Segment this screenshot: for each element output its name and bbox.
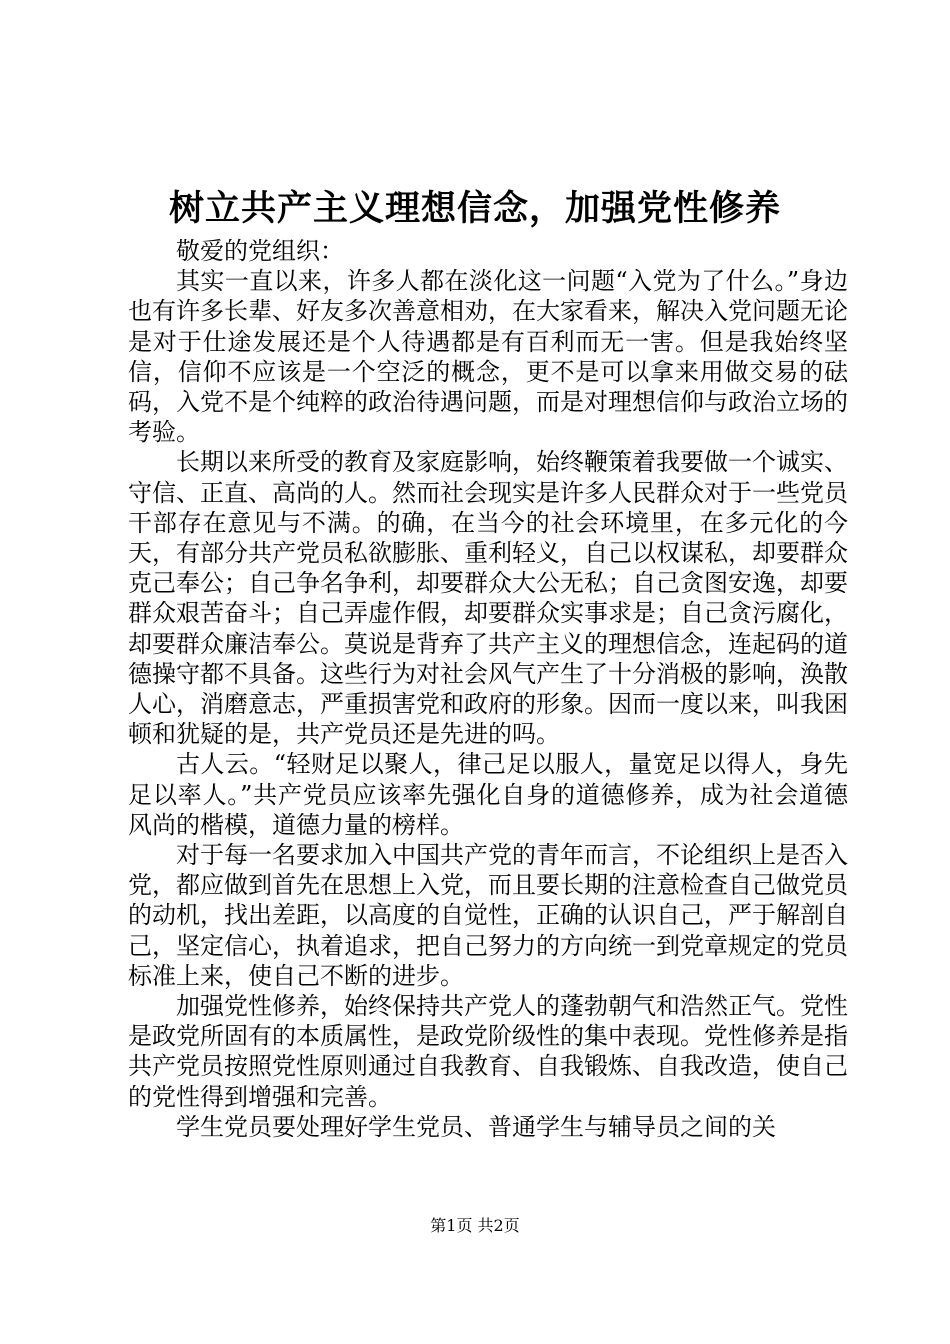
page-number-footer: 第1页 共2页 — [430, 1216, 520, 1235]
paragraph: 加强党性修养，始终保持共产党人的蓬勃朝气和浩然正气。党性是政党所固有的本质属性，是政党阶级性的集中表现。党性修养是指共产党员按照党性原则通过自我教育、自我锻炼、自我改造，使自己的党性得到增强和完善。 — [128, 992, 848, 1111]
paragraph: 对于每一名要求加入中国共产党的青年而言，不论组织上是否入党，都应做到首先在思想上入党，而且要长期的注意检查自己做党员的动机，找出差距，以高度的自觉性，正确的认识自己，严于解剖自己，坚定信心，执着追求，把自己努力的方向统一到党章规定的党员标准上来，使自己不断的进步。 — [128, 841, 848, 990]
document-title: 树立共产主义理想信念，加强党性修养 — [168, 188, 781, 229]
salutation: 敬爱的党组织： — [176, 237, 344, 265]
paragraph: 古人云。“轻财足以聚人，律己足以服人，量宽足以得人，身先足以率人。”共产党员应该率先强化自身的道德修养，成为社会道德风尚的楷模，道德力量的榜样。 — [128, 750, 848, 839]
paragraph: 学生党员要处理好学生党员、普通学生与辅导员之间的关 — [176, 1112, 776, 1141]
paragraph: 长期以来所受的教育及家庭影响，始终鞭策着我要做一个诚实、守信、正直、高尚的人。然而社会现实是许多人民群众对于一些党员干部存在意见与不满。的确，在当今的社会环境里，在多元化的今天，有部分共产党员私欲膨胀、重利轻义，自己以权谋私，却要群众克己奉公；自己争名争利，却要群众大公无私；自己贪图安逸，却要群众艰苦奋斗；自己弄虚作假，却要群众实事求是；自己贪污腐化，却要群众廉洁奉公。莫说是背弃了共产主义的理想信念，连起码的道德操守都不具备。这些行为对社会风气产生了十分消极的影响，涣散人心，消磨意志，严重损害党和政府的形象。因而一度以来，叫我困顿和犹疑的是，共产党员还是先进的吗。 — [128, 448, 848, 749]
document-body — [128, 236, 848, 1142]
paragraph: 其实一直以来，许多人都在淡化这一问题“入党为了什么。”身边也有许多长辈、好友多次善意相劝，在大家看来，解决入党问题无论是对于仕途发展还是个人待遇都是有百利而无一害。但是我始终坚信，信仰不应该是一个空泛的概念，更不是可以拿来用做交易的砝码，入党不是个纯粹的政治待遇问题，而是对理想信仰与政治立场的考验。 — [128, 267, 848, 447]
